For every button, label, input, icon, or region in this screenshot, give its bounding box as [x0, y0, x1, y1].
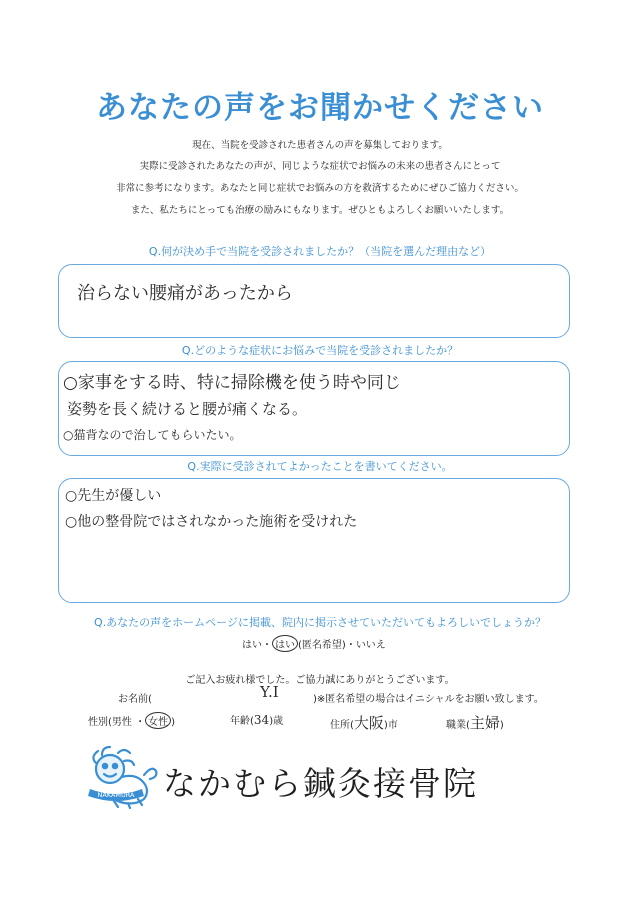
address-label: 住所(	[330, 720, 354, 731]
question-1-label: Q.何が決め手で当院を受診されましたか？（当院を選んだ理由など）	[148, 245, 492, 258]
address-value[interactable]: 大阪	[353, 714, 384, 732]
intro-line-1: 現在、当院を受診された患者さんの声を募集しております。	[192, 140, 448, 151]
question-2-answer-line-1: ○家事をする時、特に掃除機を使う時や同じ	[63, 373, 401, 393]
question-3-label: Q.実際に受診されてよかったことを書いてください。	[187, 460, 453, 473]
address-suffix: )市	[383, 720, 398, 731]
age-suffix: )歳	[269, 716, 284, 727]
question-2-answer-line-3: ○猫背なので治してもらいたい。	[63, 428, 242, 442]
job-value[interactable]: 主婦	[469, 714, 500, 732]
logo-ribbon-text: NAKAMURA	[97, 791, 135, 799]
gender-close: )	[171, 717, 175, 728]
question-2-label: Q.どのような症状にお悩みで当院を受診されましたか？	[181, 344, 459, 357]
intro-line-2: 実際に受診されたあなたの声が、同じような症状でお悩みの未来の患者さんにとって	[139, 161, 501, 172]
question-3-answer-line-1: ○先生が優しい	[65, 488, 162, 504]
job-field	[446, 712, 504, 733]
age-label: 年齢(	[230, 716, 254, 727]
gender-label: 性別(男性 ・	[88, 717, 146, 728]
address-field	[330, 712, 398, 733]
question-1-answer-box	[58, 264, 570, 338]
question-2-answer-box	[58, 361, 570, 456]
job-close: )	[499, 720, 504, 731]
gender-selected[interactable]: 女性	[145, 712, 171, 729]
name-note: )※匿名希望の場合はイニシャルをお願い致します。	[313, 694, 544, 705]
question-3-answer-line-2: ○他の整骨院ではされなかった施術を受けれた	[65, 514, 358, 530]
intro-line-3: 非常に参考になります。あなたと同じ症状でお悩みの方を救済するためにぜひご協力ください。	[116, 183, 524, 194]
name-label: お名前(	[118, 694, 152, 705]
consent-option-anon-note: (匿名希望)	[298, 640, 346, 651]
consent-question-label: Q.あなたの声をホームページに掲載、院内に掲示させていただいてもよろしいでしょうか？	[94, 616, 546, 629]
consent-option-yes[interactable]: はい	[242, 640, 262, 651]
consent-options: はい・ はい (匿名希望)・いいえ	[242, 635, 386, 652]
consent-option-no[interactable]: いいえ	[355, 640, 386, 651]
lion-mascot-icon	[84, 745, 160, 809]
thanks-text: ご記入お疲れ様でした。ご協力誠にありがとうございます。	[185, 675, 455, 686]
age-field	[230, 712, 283, 727]
clinic-name: なかむら鍼灸接骨院	[163, 764, 478, 803]
gender-field	[88, 712, 175, 729]
question-3-answer-box	[58, 478, 570, 603]
name-value[interactable]: Y.I	[260, 683, 279, 701]
question-2-answer-line-2: 姿勢を長く続けると腰が痛くなる。	[67, 400, 308, 418]
clinic-logo	[84, 745, 160, 809]
consent-option-yes-anon[interactable]: はい	[272, 635, 298, 652]
question-1-answer-line-1: 治らない腰痛があったから	[77, 283, 293, 304]
page-title: あなたの声をお聞かせください	[96, 90, 544, 126]
job-label: 職業(	[446, 720, 470, 731]
age-value[interactable]: 34	[253, 713, 270, 727]
intro-line-4: また、私たちにとっても治療の励みにもなります。ぜひともよろしくお願いいたします。	[130, 205, 510, 216]
